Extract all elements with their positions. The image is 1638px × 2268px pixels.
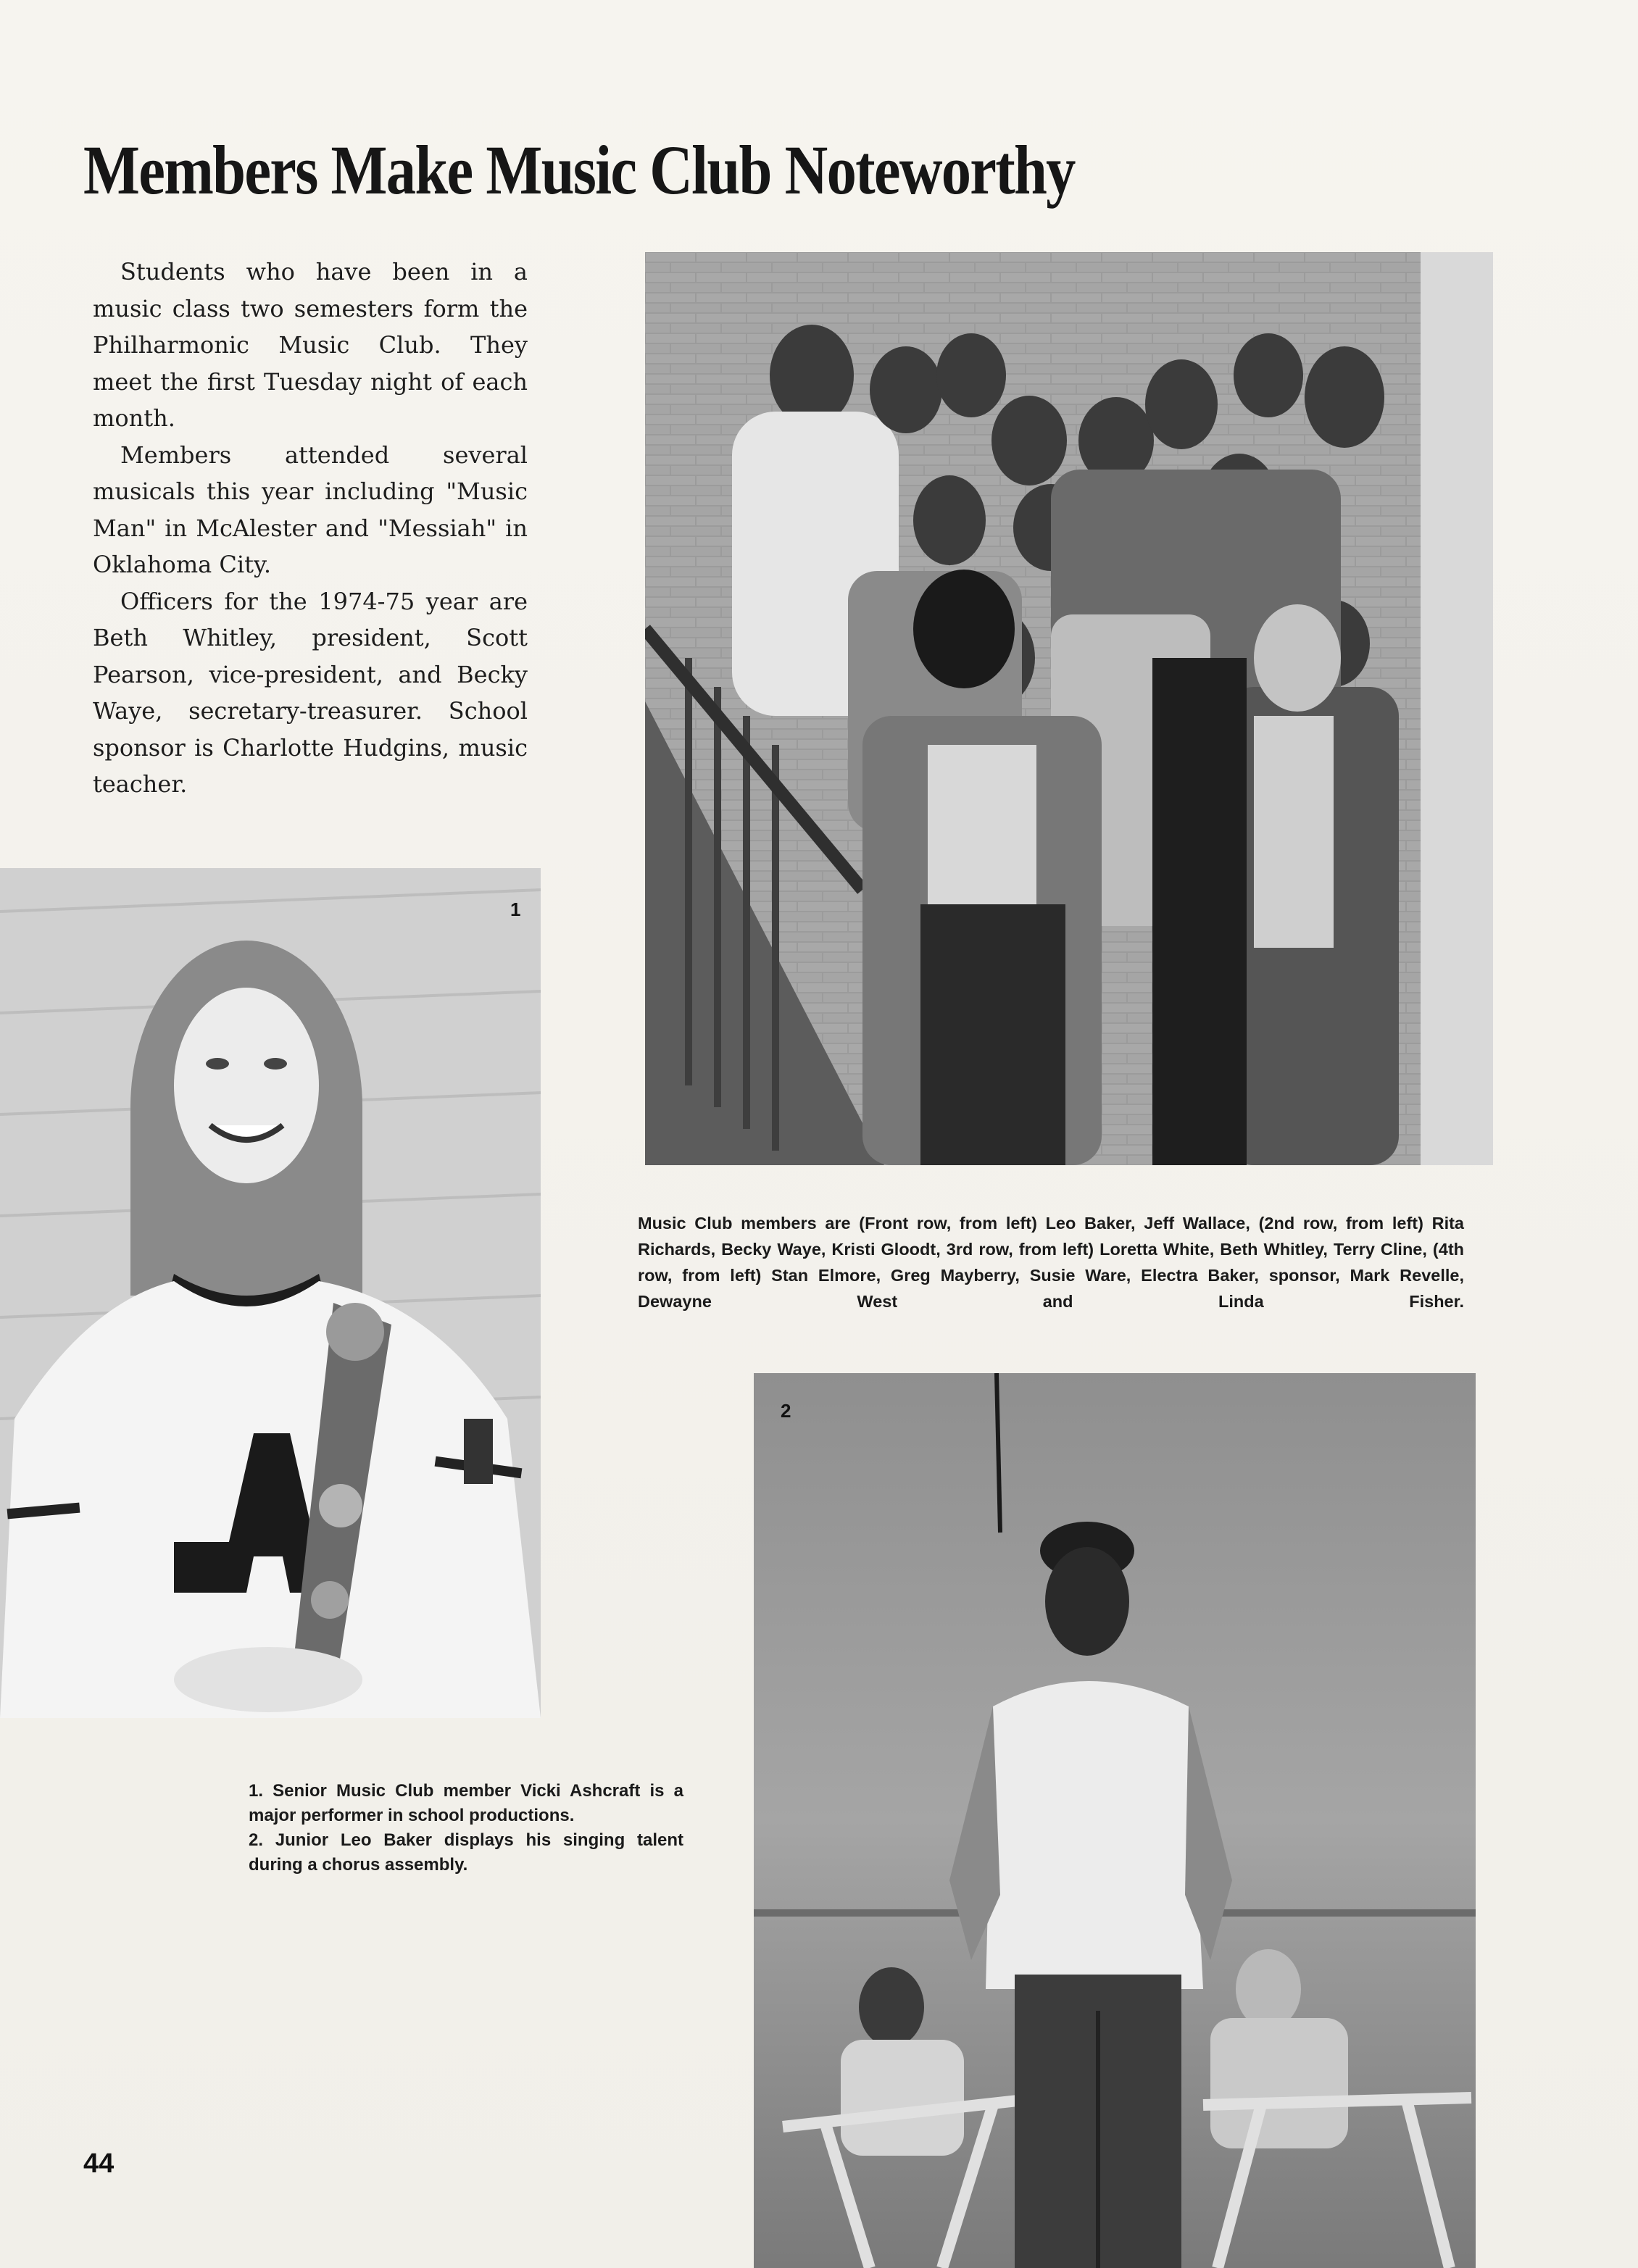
caption-1: 1. Senior Music Club member Vicki Ashcraft is a major performer in school productions. xyxy=(249,1781,683,1825)
numbered-captions xyxy=(249,1779,683,1877)
stage-photo xyxy=(754,1373,1476,2268)
page-title: Members Make Music Club Noteworthy xyxy=(83,131,1075,209)
photo-number-2: 2 xyxy=(781,1400,791,1422)
intro-text xyxy=(93,254,528,803)
portrait-photo xyxy=(0,868,541,1718)
intro-paragraph: Students who have been in a music class two semesters form the Philharmonic Music Club. They meet the first Tuesday night of each month. xyxy=(93,258,528,432)
group-photo xyxy=(645,252,1493,1165)
page-number: 44 xyxy=(83,2148,115,2179)
intro-paragraph: Members attended several musicals this year including "Music Man" in McAlester and "Messiah" in Oklahoma City. xyxy=(93,441,528,578)
photo-number-1: 1 xyxy=(510,899,521,920)
caption-2: 2. Junior Leo Baker displays his singing talent during a chorus assembly. xyxy=(249,1830,683,1875)
group-photo-caption: Music Club members are (Front row, from left) Leo Baker, Jeff Wallace, (2nd row, from left) Rita Richards, Becky Waye, Kristi Gloodt, 3rd row, from left) Loretta White, Beth Whitley, Terry Cline, (4th row, from left) Stan Elmore, Greg Mayberry, Susie Ware, Electra Baker, sponsor, Mark Revelle, Dewayne West and Linda Fisher. xyxy=(638,1214,1464,1311)
intro-paragraph: Officers for the 1974-75 year are Beth Whitley, president, Scott Pearson, vice-president, and Becky Waye, secretary-treasurer. School sponsor is Charlotte Hudgins, music teacher. xyxy=(93,587,528,798)
